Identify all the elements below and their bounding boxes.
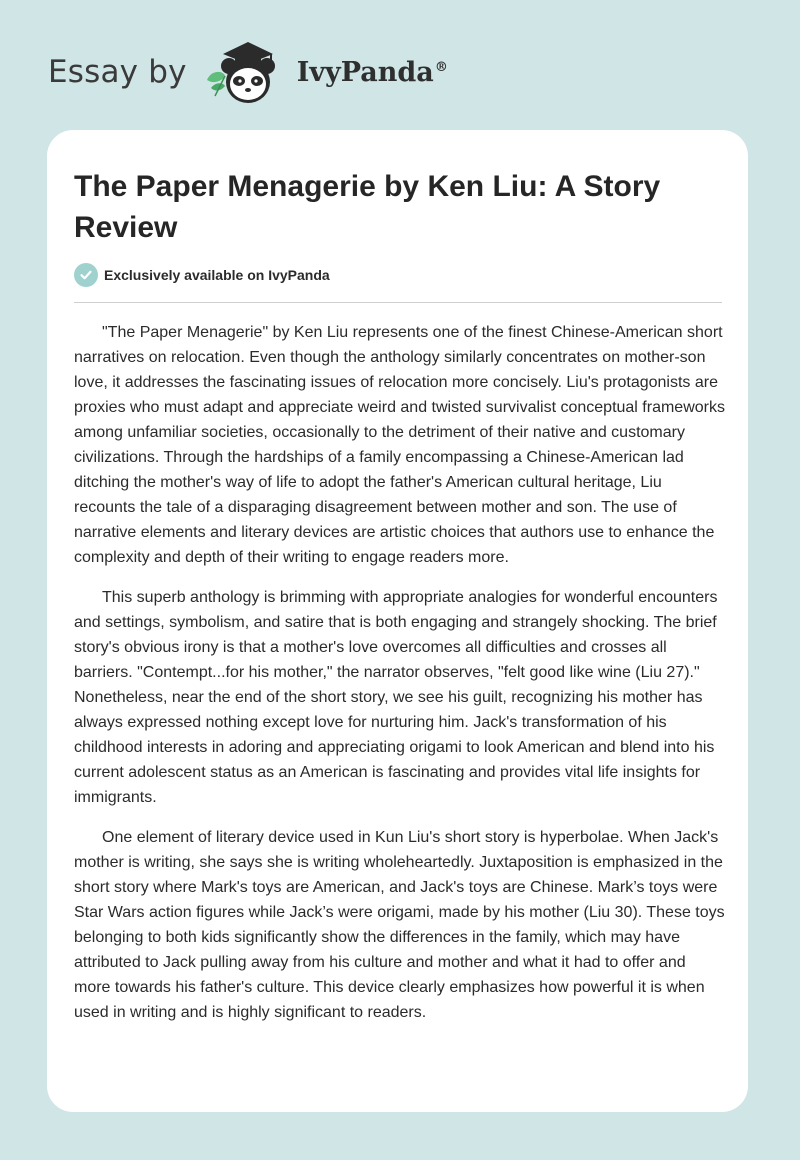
- essay-body: [74, 320, 726, 1040]
- divider: [74, 302, 722, 303]
- exclusive-badge: [74, 263, 330, 287]
- brand-name: [297, 57, 448, 88]
- exclusive-badge-label: Exclusively available on IvyPanda: [104, 267, 330, 283]
- paragraph: One element of literary device used in Kun Liu's short story is hyperbolae. When Jack's mother is writing, she says she is writing wholeheartedly. Juxtaposition is emphasized in the short story where Mark's toys are American, and Jack's toys are Chinese. Mark’s toys were Star Wars action figures while Jack’s were origami, made by his mother (Liu 30). These toys belonging to both kids significantly show the differences in the family, which may have attributed to Jack pulling away from his culture and mother and what it had to offer and more towards his father's culture. This device clearly emphasizes how powerful it is when used in writing and is highly significant to readers.: [74, 829, 725, 1021]
- paragraph: "The Paper Menagerie" by Ken Liu represents one of the finest Chinese-American short narratives on relocation. Even though the anthology similarly concentrates on mother-son love, it addresses the fascinating issues of relocation more concisely. Liu's protagonists are proxies who must adapt and appreciate weird and twisted survivalist conceptual frameworks among unfamiliar societies, occasionally to the detriment of their native and customary civilizations. Through the hardships of a family encompassing a Chinese-American lad ditching the mother's way of life to adopt the father's American cultural heritage, Liu recounts the tale of a disparaging disagreement between mother and son. The use of narrative elements and literary devices are artistic choices that authors use to enhance the complexity and depth of their writing to engage readers more.: [74, 324, 725, 566]
- essay-by-label: Essay by: [48, 54, 187, 90]
- site-header: [48, 36, 448, 108]
- essay-title: The Paper Menagerie by Ken Liu: A Story Review: [74, 170, 661, 244]
- registered-mark: ®: [434, 59, 448, 75]
- essay-card: [47, 130, 748, 1112]
- paragraph: This superb anthology is brimming with appropriate analogies for wonderful encounters and settings, symbolism, and satire that is both engaging and strangely shocking. The brief story's obvious irony is that a mother's love overcomes all difficulties and crosses all barriers. "Contempt...for his mother," the narrator observes, "felt good like wine (Liu 27)." Nonetheless, near the end of the short story, we see his guilt, recognizing his mother has always expressed nothing except love for nurturing him. Jack's transformation of his childhood interests in adoring and appreciating origami to look American and blend into his current adolescent status as an American is fascinating and provides vital life insights for immigrants.: [74, 589, 718, 806]
- panda-graduate-icon: [201, 36, 293, 108]
- check-circle-icon: [74, 263, 98, 287]
- brand-name-text: IvyPanda: [296, 56, 434, 88]
